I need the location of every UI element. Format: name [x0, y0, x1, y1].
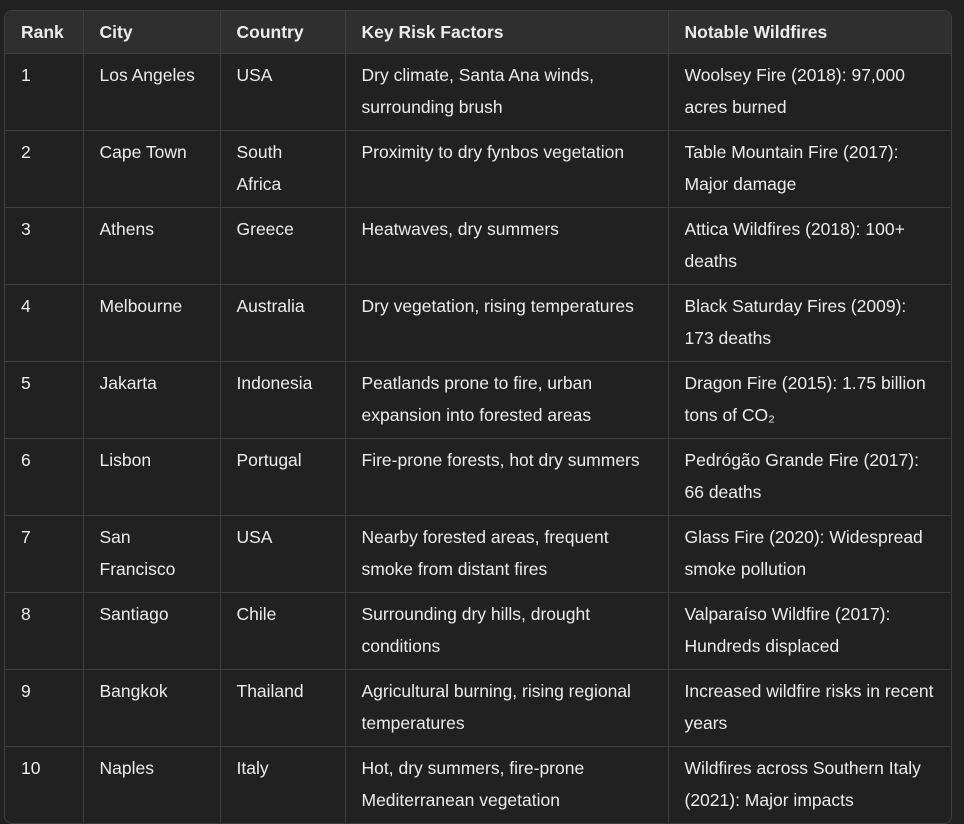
cell-city: Jakarta: [83, 362, 220, 439]
table-body: [5, 54, 951, 824]
cell-country: USA: [220, 54, 345, 131]
cell-rank: 2: [5, 131, 83, 208]
cell-city: Lisbon: [83, 439, 220, 516]
header-row: [5, 11, 951, 54]
table-row: [5, 54, 951, 131]
table-row: [5, 516, 951, 593]
cell-notable-wildfires: Woolsey Fire (2018): 97,000 acres burned: [668, 54, 951, 131]
cell-country: Greece: [220, 208, 345, 285]
header-key-risk-factors: Key Risk Factors: [345, 11, 668, 54]
cell-notable-wildfires: Glass Fire (2020): Widespread smoke pollution: [668, 516, 951, 593]
header-country: Country: [220, 11, 345, 54]
cell-city: Cape Town: [83, 131, 220, 208]
cell-notable-wildfires: Table Mountain Fire (2017): Major damage: [668, 131, 951, 208]
cell-notable-wildfires: Increased wildfire risks in recent years: [668, 670, 951, 747]
cell-risk-factors: Nearby forested areas, frequent smoke from distant fires: [345, 516, 668, 593]
cell-risk-factors: Dry climate, Santa Ana winds, surrounding brush: [345, 54, 668, 131]
cell-notable-wildfires: Black Saturday Fires (2009): 173 deaths: [668, 285, 951, 362]
cell-country: Chile: [220, 593, 345, 670]
cell-rank: 8: [5, 593, 83, 670]
cell-notable-wildfires: Pedrógão Grande Fire (2017): 66 deaths: [668, 439, 951, 516]
table-row: [5, 208, 951, 285]
table-row: [5, 285, 951, 362]
cell-city: Melbourne: [83, 285, 220, 362]
table-row: [5, 362, 951, 439]
wildfire-risk-table-container: [4, 10, 952, 824]
cell-notable-wildfires: Dragon Fire (2015): 1.75 billion tons of CO₂: [668, 362, 951, 439]
cell-rank: 4: [5, 285, 83, 362]
table-header: [5, 11, 951, 54]
cell-rank: 1: [5, 54, 83, 131]
cell-city: Santiago: [83, 593, 220, 670]
header-city: City: [83, 11, 220, 54]
table-row: [5, 670, 951, 747]
cell-city: Bangkok: [83, 670, 220, 747]
cell-rank: 3: [5, 208, 83, 285]
cell-risk-factors: Hot, dry summers, fire-prone Mediterranean vegetation: [345, 747, 668, 824]
cell-risk-factors: Peatlands prone to fire, urban expansion into forested areas: [345, 362, 668, 439]
table-row: [5, 439, 951, 516]
cell-country: USA: [220, 516, 345, 593]
table-row: [5, 593, 951, 670]
cell-rank: 10: [5, 747, 83, 824]
cell-risk-factors: Surrounding dry hills, drought conditions: [345, 593, 668, 670]
wildfire-risk-table: [5, 11, 951, 823]
cell-city: San Francisco: [83, 516, 220, 593]
cell-country: Italy: [220, 747, 345, 824]
cell-city: Athens: [83, 208, 220, 285]
cell-rank: 9: [5, 670, 83, 747]
cell-rank: 6: [5, 439, 83, 516]
cell-city: Los Angeles: [83, 54, 220, 131]
cell-risk-factors: Agricultural burning, rising regional temperatures: [345, 670, 668, 747]
table-row: [5, 747, 951, 824]
cell-notable-wildfires: Wildfires across Southern Italy (2021): Major impacts: [684, 758, 921, 810]
cell-rank: 5: [5, 362, 83, 439]
cell-rank: 7: [5, 516, 83, 593]
cell-country: Indonesia: [220, 362, 345, 439]
table-row: [5, 131, 951, 208]
cell-country: South Africa: [220, 131, 345, 208]
header-rank: Rank: [5, 11, 83, 54]
cell-notable-wildfires: Valparaíso Wildfire (2017): Hundreds displaced: [668, 593, 951, 670]
cell-country: Thailand: [220, 670, 345, 747]
cell-notable-wildfires: Attica Wildfires (2018): 100+ deaths: [668, 208, 951, 285]
header-notable-wildfires: Notable Wildfires: [668, 11, 951, 54]
cell-country: Portugal: [220, 439, 345, 516]
cell-risk-factors: Proximity to dry fynbos vegetation: [345, 131, 668, 208]
cell-risk-factors: Heatwaves, dry summers: [345, 208, 668, 285]
cell-city: Naples: [83, 747, 220, 824]
cell-risk-factors: Fire-prone forests, hot dry summers: [345, 439, 668, 516]
cell-country: Australia: [220, 285, 345, 362]
cell-risk-factors: Dry vegetation, rising temperatures: [345, 285, 668, 362]
